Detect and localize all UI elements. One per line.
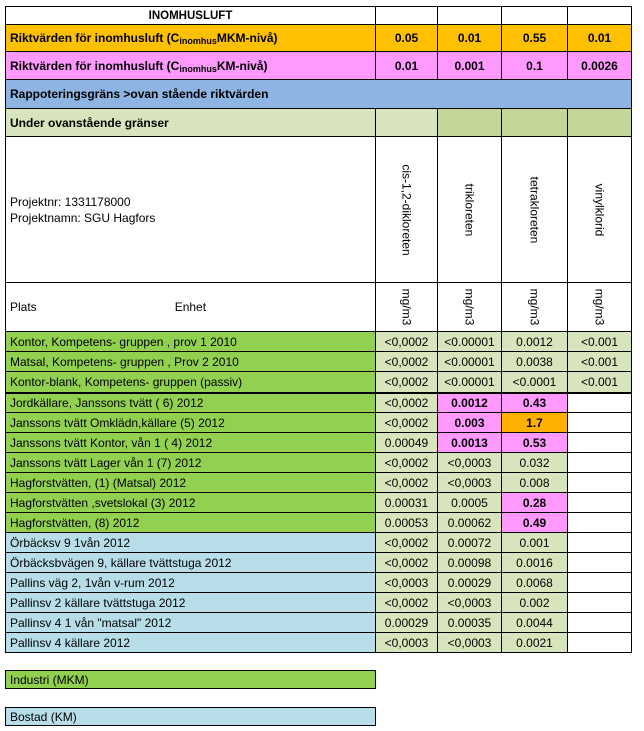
km-value-cell[interactable]: [376, 52, 438, 80]
table-value-cell[interactable]: [376, 553, 438, 573]
column-header-cell[interactable]: [376, 137, 438, 283]
table-value-cell[interactable]: [376, 372, 438, 393]
below-limit-cell[interactable]: [502, 109, 568, 137]
table-value-cell[interactable]: [438, 513, 502, 533]
table-value-cell[interactable]: [438, 573, 502, 593]
table-value-cell-text: 0.00053: [384, 515, 429, 530]
table-row-label-text: Pallins väg 2, 1vån v-rum 2012: [10, 575, 175, 590]
table-value-cell[interactable]: [502, 453, 568, 473]
below-limit-cell[interactable]: [376, 109, 438, 137]
table-value-cell[interactable]: [376, 453, 438, 473]
table-value-cell[interactable]: [376, 433, 438, 453]
table-value-cell[interactable]: [568, 573, 632, 593]
table-value-cell[interactable]: [568, 633, 632, 653]
table-value-cell-text: 0.0016: [516, 555, 553, 570]
table-value-cell-text: <0.00001: [444, 334, 495, 349]
table-value-cell[interactable]: [568, 473, 632, 493]
table-value-cell[interactable]: [438, 493, 502, 513]
table-value-cell[interactable]: [502, 633, 568, 653]
table-value-cell[interactable]: [568, 613, 632, 633]
column-header-text: trikloreten: [462, 183, 477, 236]
table-value-cell[interactable]: [438, 393, 502, 413]
table-value-cell[interactable]: [568, 332, 632, 352]
table-value-cell-text: <0.00001: [444, 354, 495, 369]
table-value-cell-text: 0.0038: [516, 354, 553, 369]
unit-label: Enhet: [174, 300, 207, 314]
table-value-cell[interactable]: [438, 473, 502, 493]
table-row-label-text: Janssons tvätt Kontor, vån 1 ( 4) 2012: [10, 435, 213, 450]
title-filler-cell[interactable]: [568, 6, 632, 25]
table-value-cell-text: 0.032: [519, 455, 550, 470]
table-value-cell[interactable]: [376, 332, 438, 352]
table-row-label[interactable]: [5, 593, 376, 613]
title-filler-cell[interactable]: [376, 6, 438, 25]
table-value-cell[interactable]: [502, 372, 568, 393]
table-row-label[interactable]: [5, 473, 376, 493]
table-value-cell-text: 0.0044: [516, 615, 553, 630]
km-value-cell-text: 0.01: [394, 58, 419, 73]
table-value-cell-text: <0,0002: [384, 375, 429, 389]
below-limit-cell[interactable]: [568, 109, 632, 137]
table-value-cell-text: <0,0002: [384, 455, 429, 470]
mkm-label-cell[interactable]: [5, 25, 376, 52]
table-value-cell[interactable]: [376, 533, 438, 553]
table-value-cell-text: <0,0003: [384, 575, 429, 590]
unit-text: mg/m3: [592, 288, 607, 326]
table-value-cell-text: 0.0021: [516, 635, 553, 650]
table-row-label[interactable]: [5, 372, 376, 393]
table-value-cell[interactable]: [438, 413, 502, 433]
column-header-text: cis-1,2-dikloreten: [399, 163, 414, 256]
label-suffix: MKM-nivå): [216, 31, 278, 45]
legend-bostad-text: Bostad (KM): [10, 709, 77, 724]
table-value-cell[interactable]: [502, 533, 568, 553]
table-value-cell[interactable]: [502, 433, 568, 453]
table-row-label-text: Janssons tvätt Omklädn,källare (5) 2012: [10, 415, 225, 430]
mkm-value-cell[interactable]: [438, 25, 502, 52]
report-limit-cell[interactable]: [5, 80, 632, 109]
column-header-text: vinylklorid: [592, 183, 607, 236]
km-value-cell[interactable]: [568, 52, 632, 80]
table-value-cell-text: <0,0002: [384, 595, 429, 610]
table-value-cell[interactable]: [502, 613, 568, 633]
project-number: Projektnr: 1331178000: [10, 194, 131, 209]
mkm-value-cell[interactable]: [376, 25, 438, 52]
table-row-label-text: Hagforstvätten, (1) (Matsal) 2012: [10, 475, 187, 490]
title-cell-text: INOMHUSLUFT: [148, 9, 233, 22]
table-value-cell-text: <0,0003: [447, 635, 492, 650]
table-value-cell-text: 0.00031: [384, 495, 429, 510]
table-value-cell-text: 0.28: [522, 495, 547, 510]
unit-cell[interactable]: [502, 283, 568, 332]
table-value-cell[interactable]: [568, 593, 632, 613]
table-row-label-text: Pallinsv 2 källare tvättstuga 2012: [10, 595, 186, 610]
table-value-cell-text: 0.008: [519, 475, 550, 490]
report-limit-cell-text: Rappoteringsgräns >ovan stående riktvärden: [10, 87, 269, 101]
column-header-cell[interactable]: [502, 137, 568, 283]
table-value-cell[interactable]: [502, 513, 568, 533]
table-value-cell[interactable]: [438, 372, 502, 393]
table-value-cell-text: <0,0002: [384, 535, 429, 550]
km-label-cell[interactable]: [5, 52, 376, 80]
table-value-cell-text: 0.00029: [384, 615, 429, 630]
table-value-cell-text: 0.00029: [447, 575, 492, 590]
table-value-cell-text: <0.001: [580, 334, 619, 349]
table-value-cell-text: 0.002: [519, 595, 550, 610]
table-row-label-text: Pallinsv 4 källare 2012: [10, 635, 131, 650]
table-row-label[interactable]: [5, 413, 376, 433]
table-row-label-text: Kontor, Kompetens- gruppen , prov 1 2010: [10, 334, 237, 349]
label-main: Riktvärden för inomhusluft (C: [10, 31, 180, 45]
table-value-cell-text: 0.00072: [447, 535, 492, 550]
table-value-cell[interactable]: [502, 413, 568, 433]
table-value-cell[interactable]: [438, 533, 502, 553]
column-header-text: tetrakloreten: [527, 176, 542, 243]
table-value-cell-text: <0.0001: [512, 375, 557, 389]
table-row-label[interactable]: [5, 613, 376, 633]
table-value-cell[interactable]: [376, 613, 438, 633]
table-row-label-text: Jordkällare, Janssons tvätt ( 6) 2012: [10, 396, 204, 410]
table-row-label[interactable]: [5, 573, 376, 593]
table-value-cell-text: 0.0068: [516, 575, 553, 590]
mkm-value-cell[interactable]: [568, 25, 632, 52]
table-value-cell[interactable]: [568, 453, 632, 473]
mkm-value-cell-text: 0.01: [457, 31, 482, 45]
km-value-cell-text: 0.1: [526, 58, 543, 73]
table-value-cell-text: <0,0003: [447, 595, 492, 610]
table-row-label-text: Örbäcksv 9 1vån 2012: [10, 535, 131, 550]
table-row-label-text: Matsal, Kompetens- gruppen , Prov 2 2010: [10, 354, 239, 369]
km-value-cell-text: 0.0026: [581, 58, 618, 73]
table-value-cell-text: 0.001: [519, 535, 550, 550]
title-filler-cell[interactable]: [438, 6, 502, 25]
table-value-cell[interactable]: [568, 393, 632, 413]
table-value-cell[interactable]: [376, 413, 438, 433]
table-value-cell[interactable]: [568, 513, 632, 533]
table-value-cell[interactable]: [568, 533, 632, 553]
legend-industri-text: Industri (MKM): [10, 672, 89, 687]
table-value-cell[interactable]: [376, 352, 438, 372]
below-limit-cell[interactable]: [438, 109, 502, 137]
table-row-label[interactable]: [5, 352, 376, 372]
table-value-cell[interactable]: [376, 593, 438, 613]
table-value-cell[interactable]: [438, 633, 502, 653]
title-filler-cell[interactable]: [502, 6, 568, 25]
table-value-cell-text: 0.00098: [447, 555, 492, 570]
column-header-cell[interactable]: [438, 137, 502, 283]
table-value-cell[interactable]: [568, 372, 632, 393]
table-value-cell-text: 1.7: [526, 415, 543, 430]
table-value-cell[interactable]: [376, 493, 438, 513]
unit-text: mg/m3: [462, 288, 477, 326]
table-row-label-text: Kontor-blank, Kompetens- gruppen (passiv): [10, 375, 243, 389]
table-value-cell-text: 0.00049: [384, 435, 429, 450]
table-value-cell[interactable]: [376, 393, 438, 413]
km-value-cell-text: 0.001: [454, 58, 485, 73]
table-value-cell-text: 0.49: [522, 515, 547, 530]
table-value-cell-text: 0.0005: [451, 495, 488, 510]
table-value-cell-text: <0,0002: [384, 555, 429, 570]
place-unit-cell[interactable]: [5, 283, 376, 332]
mkm-value-cell-text: 0.01: [587, 31, 612, 45]
mkm-value-cell-text: 0.05: [394, 31, 419, 45]
below-limit-label-cell-text: Under ovanstående gränser: [10, 115, 169, 130]
table-row-label[interactable]: [5, 493, 376, 513]
table-row-label[interactable]: [5, 633, 376, 653]
unit-text: mg/m3: [399, 288, 414, 326]
unit-cell[interactable]: [568, 283, 632, 332]
column-header-cell[interactable]: [568, 137, 632, 283]
mkm-value-cell-text: 0.55: [522, 31, 547, 45]
table-value-cell-text: <0,0002: [384, 354, 429, 369]
below-limit-label-cell[interactable]: [5, 109, 376, 137]
title-cell[interactable]: [5, 6, 376, 25]
km-value-cell[interactable]: [438, 52, 502, 80]
table-value-cell-text: <0.001: [580, 375, 619, 389]
table-value-cell[interactable]: [376, 573, 438, 593]
table-value-cell-text: 0.0012: [516, 334, 553, 349]
table-value-cell-text: <0,0003: [447, 475, 492, 490]
table-value-cell[interactable]: [568, 433, 632, 453]
table-value-cell-text: <0.001: [580, 354, 619, 369]
table-value-cell[interactable]: [438, 332, 502, 352]
table-value-cell[interactable]: [438, 433, 502, 453]
label-main: Riktvärden för inomhusluft (C: [10, 58, 180, 73]
table-value-cell[interactable]: [438, 553, 502, 573]
unit-cell[interactable]: [376, 283, 438, 332]
km-value-cell[interactable]: [502, 52, 568, 80]
table-value-cell[interactable]: [438, 352, 502, 372]
legend-industri[interactable]: [5, 670, 376, 689]
table-row-label[interactable]: [5, 513, 376, 533]
table-value-cell-text: <0,0003: [447, 455, 492, 470]
table-row-label[interactable]: [5, 332, 376, 352]
table-value-cell[interactable]: [568, 553, 632, 573]
table-value-cell-text: <0,0002: [384, 415, 429, 430]
table-value-cell[interactable]: [502, 573, 568, 593]
table-row-label[interactable]: [5, 453, 376, 473]
table-value-cell[interactable]: [376, 513, 438, 533]
table-value-cell[interactable]: [568, 352, 632, 372]
table-value-cell[interactable]: [502, 393, 568, 413]
place-label: Plats: [10, 300, 37, 314]
label-suffix: KM-nivå): [216, 58, 268, 73]
legend-bostad[interactable]: [5, 707, 376, 726]
table-value-cell[interactable]: [502, 493, 568, 513]
project-name: Projektnamn: SGU Hagfors: [10, 210, 156, 225]
table-value-cell[interactable]: [568, 493, 632, 513]
table-value-cell-text: 0.0013: [451, 435, 488, 450]
table-row-label-text: Hagforstvätten, (8) 2012: [10, 515, 140, 530]
table-value-cell-text: 0.53: [522, 435, 547, 450]
unit-text: mg/m3: [527, 288, 542, 326]
table-row-label-text: Pallinsv 4 1 vån "matsal" 2012: [10, 615, 172, 630]
table-row-label-text: Örbäcksbvägen 9, källare tvättstuga 2012: [10, 555, 232, 570]
table-value-cell[interactable]: [502, 352, 568, 372]
table-value-cell[interactable]: [568, 413, 632, 433]
table-row-label-text: Hagforstvätten ,svetslokal (3) 2012: [10, 495, 196, 510]
table-value-cell[interactable]: [502, 593, 568, 613]
table-row-label[interactable]: [5, 433, 376, 453]
label-subscript: inomhus: [179, 63, 217, 74]
table-value-cell-text: <0,0002: [384, 396, 429, 410]
table-value-cell-text: <0,0003: [384, 635, 429, 650]
table-value-cell-text: 0.43: [522, 396, 547, 410]
table-value-cell[interactable]: [438, 453, 502, 473]
table-value-cell[interactable]: [502, 332, 568, 352]
unit-cell[interactable]: [438, 283, 502, 332]
table-value-cell-text: 0.003: [454, 415, 485, 430]
table-value-cell[interactable]: [376, 633, 438, 653]
table-value-cell-text: 0.0012: [451, 396, 488, 410]
table-value-cell[interactable]: [502, 473, 568, 493]
table-value-cell[interactable]: [376, 473, 438, 493]
table-value-cell[interactable]: [438, 593, 502, 613]
table-row-label[interactable]: [5, 393, 376, 413]
table-value-cell[interactable]: [438, 613, 502, 633]
table-value-cell-text: <0,0002: [384, 334, 429, 349]
table-value-cell[interactable]: [502, 553, 568, 573]
table-value-cell-text: 0.00035: [447, 615, 492, 630]
table-row-label-text: Janssons tvätt Lager vån 1 (7) 2012: [10, 455, 202, 470]
table-value-cell-text: <0,0002: [384, 475, 429, 490]
mkm-value-cell[interactable]: [502, 25, 568, 52]
table-value-cell-text: 0.00062: [447, 515, 492, 530]
table-row-label[interactable]: [5, 533, 376, 553]
table-value-cell-text: <0.00001: [444, 375, 495, 389]
table-row-label[interactable]: [5, 553, 376, 573]
label-subscript: inomhus: [179, 36, 217, 46]
project-cell[interactable]: [5, 137, 376, 283]
